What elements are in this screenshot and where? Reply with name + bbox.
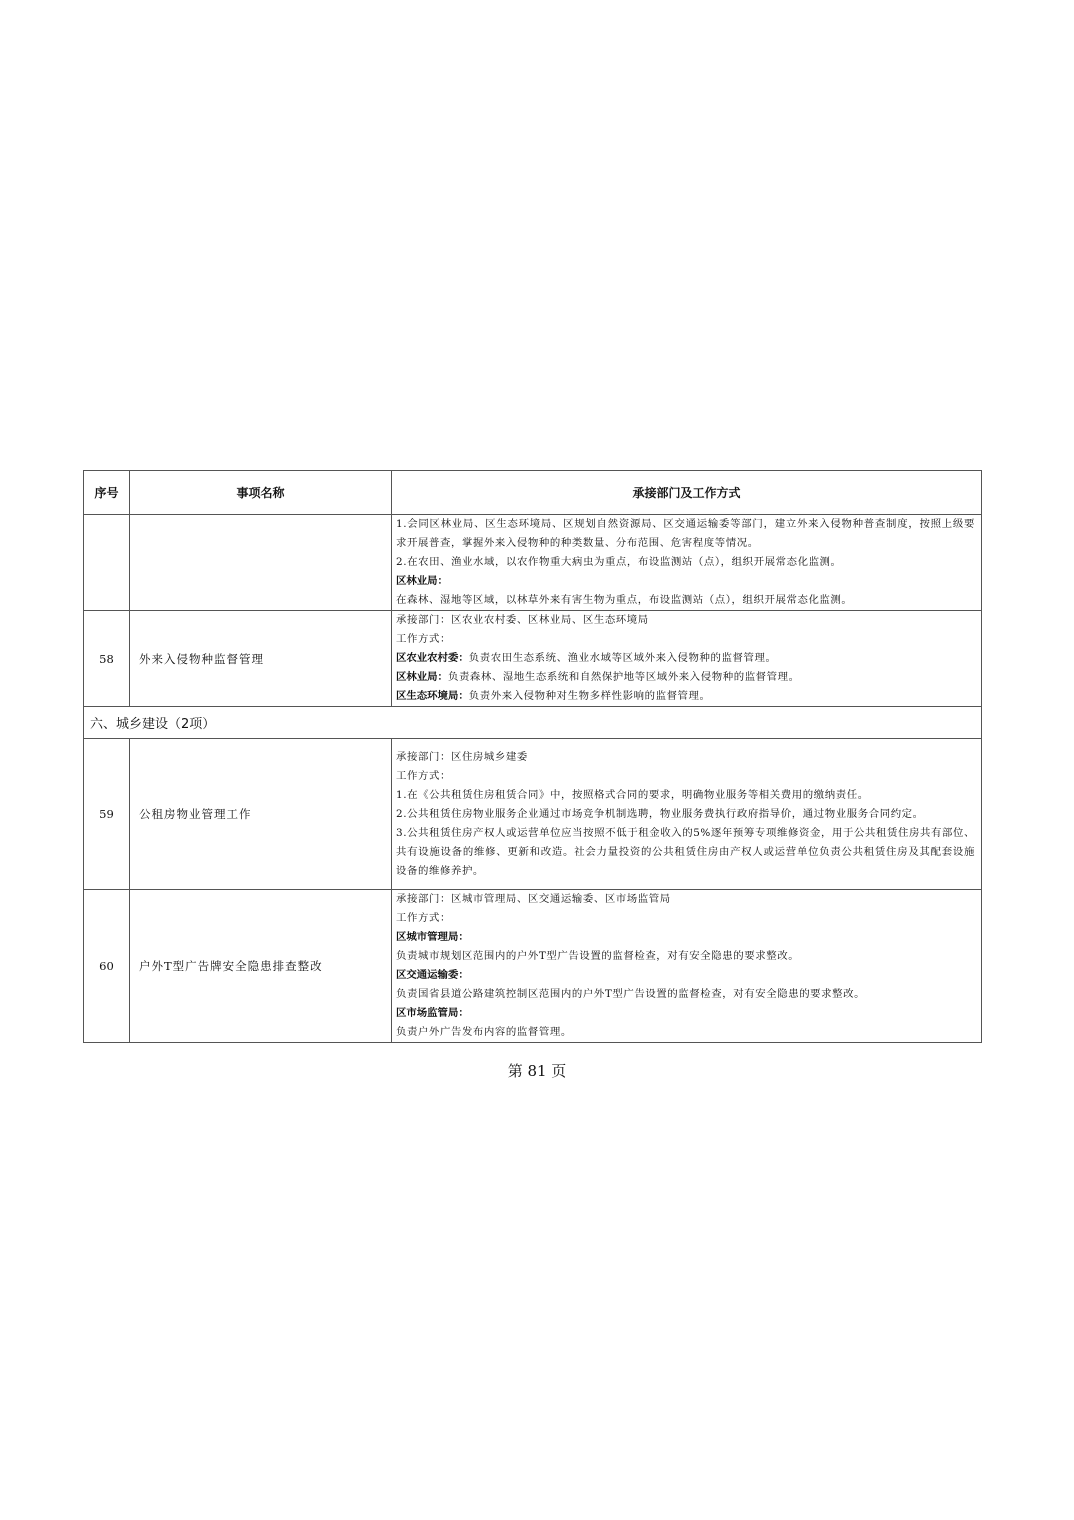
detail-line — [396, 668, 975, 687]
dept-label: 区市场监管局： — [396, 1007, 469, 1019]
detail-line: 负责国省县道公路建筑控制区范围内的户外T型广告设置的监督检查，对有安全隐患的要求整改。 — [396, 988, 866, 1000]
detail-line — [396, 649, 975, 668]
dept-text: 负责农田生态系统、渔业水域等区域外来入侵物种的监督管理。 — [468, 652, 777, 664]
section-title: 六、城乡建设（2项） — [84, 707, 982, 739]
detail-line: 工作方式： — [396, 769, 451, 782]
table-row-59 — [84, 739, 982, 890]
dept-text: 负责外来入侵物种对生物多样性影响的监督管理。 — [468, 690, 711, 702]
row-number-cell — [84, 515, 130, 611]
detail-line: 承接部门：区城市管理局、区交通运输委、区市场监管局 — [396, 893, 671, 905]
detail-line: 承接部门：区农业农村委、区林业局、区生态环境局 — [396, 614, 649, 626]
row-detail-cell — [392, 890, 982, 1043]
row-number: 59 — [84, 739, 130, 890]
dept-label: 区城市管理局： — [396, 931, 469, 943]
dept-label: 区林业局： — [396, 671, 448, 683]
row-number: 58 — [84, 611, 130, 707]
table-row-58 — [84, 611, 982, 707]
dept-label: 区生态环境局： — [396, 690, 469, 702]
detail-line: 负责城市规划区范围内的户外T型广告设置的监督检查，对有安全隐患的要求整改。 — [396, 950, 800, 962]
detail-line: 1.会同区林业局、区生态环境局、区规划自然资源局、区交通运输委等部门，建立外来入侵物种普查制度，按照上级要求开展普查，掌握外来入侵物种的种类数量、分布范围、危害程度等情况。 — [396, 518, 975, 549]
dept-label: 区农业农村委： — [396, 652, 469, 664]
row-item-name: 公租房物业管理工作 — [130, 739, 392, 890]
header-serial: 序号 — [84, 471, 130, 515]
row-detail-cell — [392, 611, 982, 707]
header-item-name: 事项名称 — [130, 471, 392, 515]
detail-line: 在森林、湿地等区域，以林草外来有害生物为重点，布设监测站（点），组织开展常态化监测。 — [396, 594, 853, 606]
detail-line: 负责户外广告发布内容的监督管理。 — [396, 1026, 572, 1038]
detail-line: 3.公共租赁住房产权人或运营单位应当按照不低于租金收入的5%逐年预筹专项维修资金，用于公共租赁住房共有部位、共有设施设备的维修、更新和改造。社会力量投资的公共租赁住房由产权人或运营单位负责公共租赁住房及其配套设施设备的维修养护。 — [396, 826, 975, 877]
table-row-60 — [84, 890, 982, 1043]
row-name-cell — [130, 515, 392, 611]
row-detail-cell — [392, 739, 982, 890]
detail-line: 工作方式： — [396, 912, 451, 924]
row-number: 60 — [84, 890, 130, 1043]
detail-line: 2.在农田、渔业水域，以农作物重大病虫为重点，布设监测站（点），组织开展常态化监测。 — [396, 556, 842, 568]
dept-label: 区交通运输委： — [396, 969, 469, 981]
detail-line — [396, 687, 975, 706]
detail-line: 2.公共租赁住房物业服务企业通过市场竞争机制选聘，物业服务费执行政府指导价，通过物业服务合同约定。 — [396, 807, 924, 820]
page-number: 第 81 页 — [507, 1062, 567, 1080]
dept-label: 区林业局： — [396, 575, 448, 587]
detail-line: 承接部门：区住房城乡建委 — [396, 750, 528, 763]
table-row-continued — [84, 515, 982, 611]
row-item-name: 户外T型广告牌安全隐患排查整改 — [130, 890, 392, 1043]
row-item-name: 外来入侵物种监督管理 — [130, 611, 392, 707]
dept-text: 负责森林、湿地生态系统和自然保护地等区域外来入侵物种的监督管理。 — [447, 671, 800, 683]
matters-table — [83, 470, 982, 1043]
table-header-row — [84, 471, 982, 515]
header-department-method: 承接部门及工作方式 — [392, 471, 982, 515]
detail-line: 1.在《公共租赁住房租赁合同》中，按照格式合同的要求，明确物业服务等相关费用的缴纳责任。 — [396, 788, 869, 801]
detail-line: 工作方式： — [396, 633, 451, 645]
row-detail-cell — [392, 515, 982, 611]
section-row — [84, 707, 982, 739]
